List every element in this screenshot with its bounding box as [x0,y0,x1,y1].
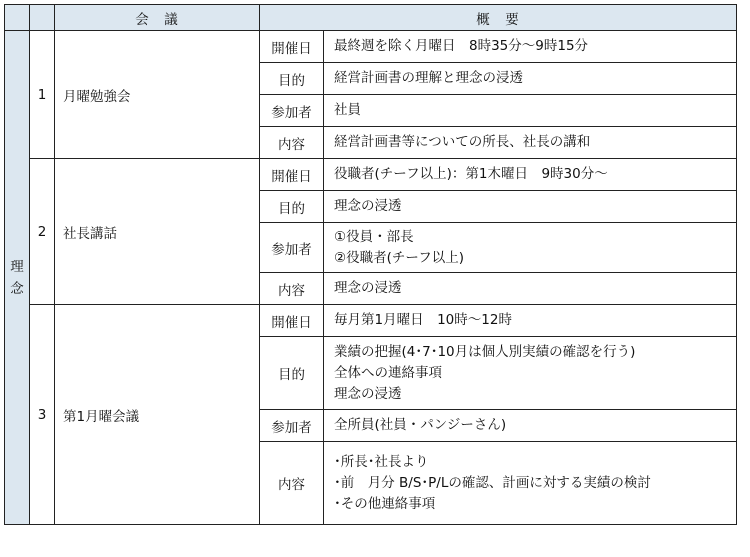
value-line: 毎月第1月曜日 10時～12時 [334,312,512,328]
row-label: 参加者 [260,223,324,273]
row-label: 開催日 [260,305,324,337]
header-blank-category [5,5,30,31]
value-line: ①役員・部長 [334,228,414,245]
meeting-overview-table [4,4,737,525]
row-value [324,159,737,191]
meeting-number: 3 [30,305,55,525]
category-cell [5,31,30,525]
row-label: 内容 [260,127,324,159]
value-line: ②役職者(チーフ以上) [334,249,464,266]
row-value [324,442,737,525]
row-value [324,127,737,159]
row-value [324,95,737,127]
value-line: 業績の把握(4･7･10月は個人別実績の確認を行う) [334,343,636,360]
meeting-number: 2 [30,159,55,305]
value-line: 全体への連絡事項 [334,364,442,381]
row-value [324,63,737,95]
table-row [5,159,737,191]
row-label: 内容 [260,273,324,305]
row-label: 開催日 [260,159,324,191]
category-char: 念 [10,280,24,297]
row-value [324,273,737,305]
row-value [324,305,737,337]
value-line: 全所員(社員・パンジーさん) [334,417,507,433]
meeting-number: 1 [30,31,55,159]
meeting-name: 第1月曜会議 [55,305,260,525]
value-line: ･所長･社長より [334,453,429,470]
row-label: 目的 [260,191,324,223]
row-label: 参加者 [260,95,324,127]
table-row [5,305,737,337]
value-line: ･その他連絡事項 [334,495,436,512]
row-value [324,337,737,410]
row-label: 参加者 [260,410,324,442]
row-label: 開催日 [260,31,324,63]
value-line: 役職者(チーフ以上)：第1木曜日 9時30分～ [334,166,608,182]
row-label: 目的 [260,337,324,410]
row-value [324,410,737,442]
row-value [324,191,737,223]
header-row [5,5,737,31]
header-overview: 概 要 [260,5,737,31]
header-blank-number [30,5,55,31]
row-label: 目的 [260,63,324,95]
row-label: 内容 [260,442,324,525]
table-row [5,31,737,63]
value-line: ･前 月分 B/S･P/Lの確認、計画に対する実績の検討 [334,474,651,491]
row-value [324,223,737,273]
value-line: 最終週を除く月曜日 8時35分～9時15分 [334,38,589,54]
value-line: 理念の浸透 [334,385,402,402]
value-line: 社員 [334,102,361,118]
meeting-name: 社長講話 [55,159,260,305]
meeting-name: 月曜勉強会 [55,31,260,159]
value-line: 経営計画書等についての所長、社長の講和 [334,134,591,150]
value-line: 経営計画書の理解と理念の浸透 [334,70,523,86]
value-line: 理念の浸透 [334,280,402,296]
row-value [324,31,737,63]
category-char: 理 [10,258,24,275]
value-line: 理念の浸透 [334,198,402,214]
header-meeting: 会 議 [55,5,260,31]
